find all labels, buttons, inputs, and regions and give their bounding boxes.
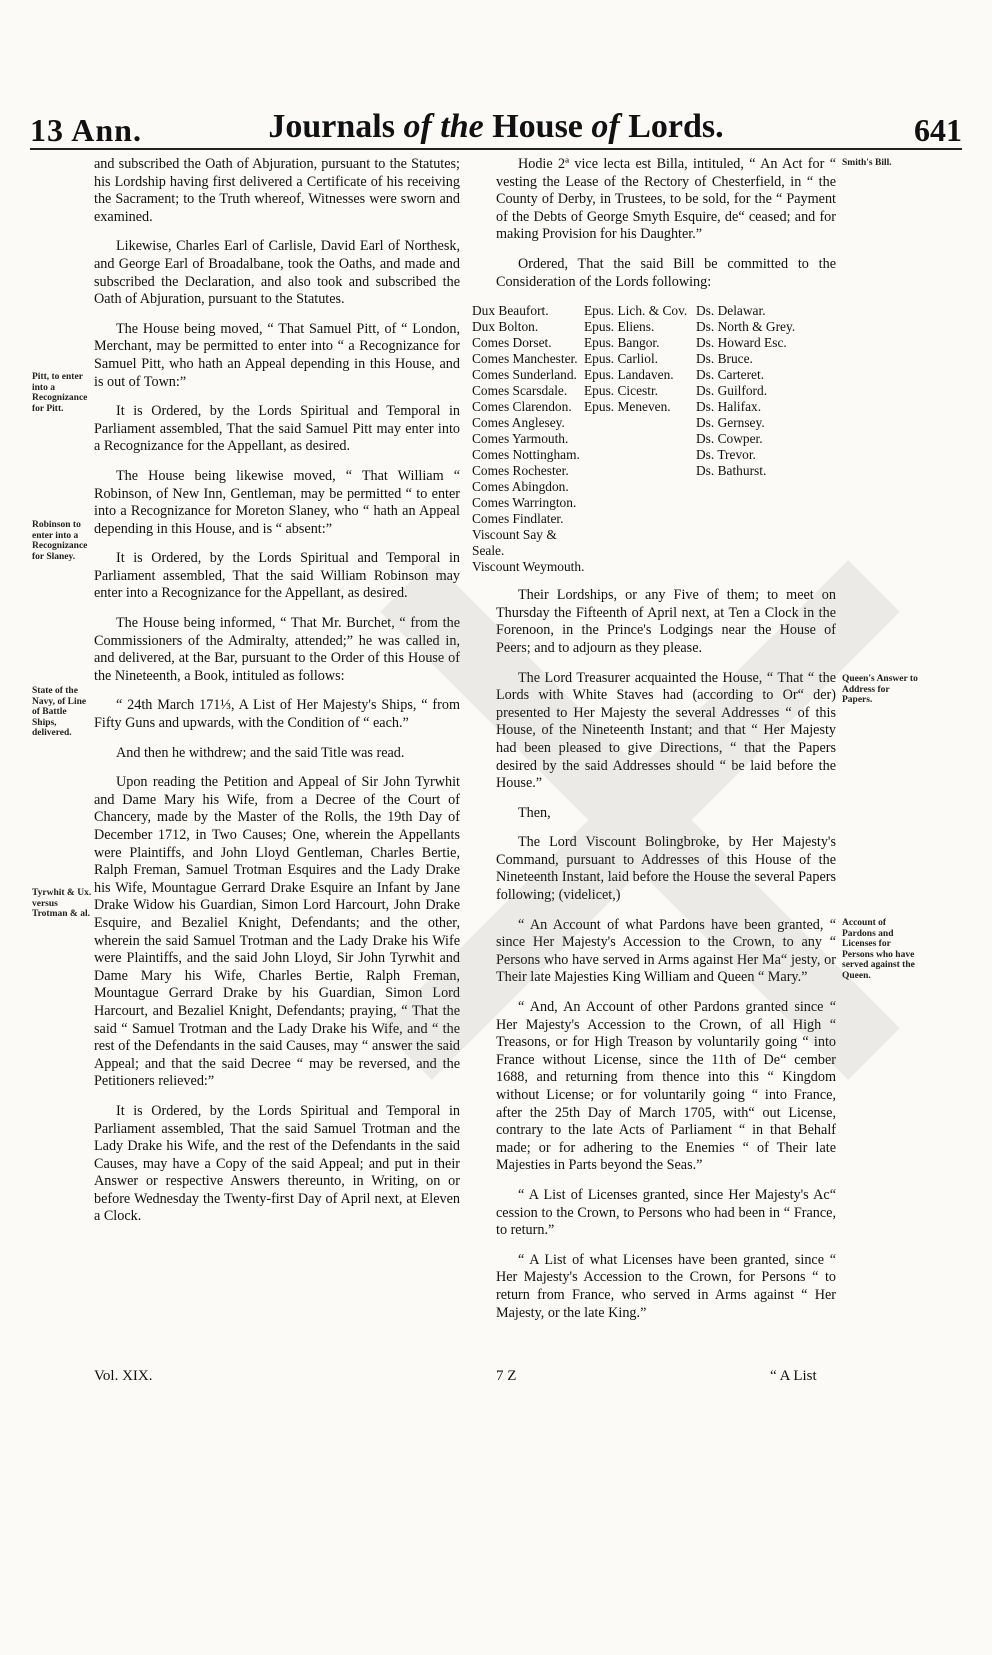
lord-name: Dux Bolton. — [472, 319, 539, 335]
lord-name: Comes Sunderland. — [472, 367, 577, 383]
margin-note-navy: State of the Navy, of Line of Battle Ships, delivered. — [32, 686, 87, 738]
paragraph: The House being informed, “ That Mr. Burchet, “ from the Commissioners of the Admiralty, attended;” he was called in, and delivered, at the Bar, pursuant to the Order of this House of the Nineteenth, a Book, intituled as follows: — [94, 615, 460, 684]
lord-name: Comes Scarsdale. — [472, 383, 568, 399]
lord-name: Epus. Eliens. — [584, 319, 655, 335]
lord-name: Comes Abingdon. — [472, 479, 569, 495]
lord-name: Ds. Bruce. — [696, 351, 753, 367]
paragraph: It is Ordered, by the Lords Spiritual and Temporal in Parliament assembled, That the said William Robinson may enter into a Recognizance for the Appellant, as desired. — [94, 550, 460, 602]
catchword: “ A List — [770, 1368, 817, 1384]
lord-name: Comes Anglesey. — [472, 415, 565, 431]
meeting-paragraph: Their Lordships, or any Five of them; to meet on Thursday the Fifteenth of April next, at Ten a Clock in the Forenoon, in the Prince's Lodgings near the House of Peers; and to adjourn as they please. — [496, 587, 836, 656]
lord-name: Viscount Say & — [472, 527, 557, 543]
lord-name: Ds. Bathurst. — [696, 463, 767, 479]
lord-name: Comes Warrington. — [472, 495, 577, 511]
page-number: 641 — [914, 112, 962, 148]
lord-name: Ds. Cowper. — [696, 431, 763, 447]
margin-note-tyrwhit: Tyrwhit & Ux. versus Trotman & al. — [32, 888, 92, 919]
lord-name: Epus. Bangor. — [584, 335, 660, 351]
paragraph: Likewise, Charles Earl of Carlisle, David Earl of Northesk, and George Earl of Broadalbane, took the Oaths, and made and subscribed the Declaration, and also took and subscribed the Oath of Abjuration, pursuant to the Statutes. — [94, 238, 460, 308]
lord-name: Dux Beaufort. — [472, 303, 549, 319]
margin-note-pitt: Pitt, to enter into a Recognizance for Pitt. — [32, 372, 88, 414]
lord-name: Ds. Trevor. — [696, 447, 756, 463]
margin-note-smith: Smith's Bill. — [842, 158, 892, 168]
lord-name: Epus. Lich. & Cov. — [584, 303, 688, 319]
running-header — [30, 108, 962, 150]
lord-name: Comes Rochester. — [472, 463, 569, 479]
lords-list-bishops — [584, 303, 696, 575]
bolingbroke-paragraph: The Lord Viscount Bolingbroke, by Her Majesty's Command, pursuant to Addresses of this House of the Nineteenth Instant, laid before the House the several Papers following; (videlicet,) — [496, 834, 836, 904]
then-paragraph: Then, — [518, 804, 551, 821]
margin-note-queen: Queen's Answer to Address for Papers. — [842, 674, 918, 705]
journal-title: Journals of the House of Lords. — [268, 108, 724, 145]
lord-name: Ds. Carteret. — [696, 367, 765, 383]
lord-name: Ds. Gernsey. — [696, 415, 765, 431]
lord-name: Ds. Howard Esc. — [696, 335, 787, 351]
paragraph: And then he withdrew; and the said Title was read. — [116, 744, 405, 761]
lord-name: Ds. Delawar. — [696, 303, 766, 319]
paragraph: The House being likewise moved, “ That William “ Robinson, of New Inn, Gentleman, may be permitted “ to enter into a Recognizance for Moreton Slaney, who “ hath an Appeal depending in this House, and is “ absent:” — [94, 467, 460, 537]
account-other-pardons: “ And, An Account of other Pardons granted since “ Her Majesty's Accession to the Crown, of all High “ Treasons, or for High Treason by voluntarily going “ into France without License, since the 11th of De“ cember 1688, and returning from thence into this “ Kingdom without License; or for voluntarily going “ into France, after the 25th Day of March 1705, with“ out License, contrary to the late Acts of Parliament “ in that Behalf made; or for adhering to the Enemies “ of Their late Majesties in Parts beyond the Seas.” — [496, 999, 836, 1174]
bill-reading: Hodie 2ª vice lecta est Billa, intituled, “ An Act for “ vesting the Lease of the Rectory of Chesterfield, in “ the County of Derby, in Trustees, to be sold, for the “ Payment of the Debts of George Smyth Esquire, de“ ceased; and for making Provision for his Daughter.” — [496, 156, 836, 243]
paragraph: Upon reading the Petition and Appeal of Sir John Tyrwhit and Dame Mary his Wife, from a Decree of the Court of Chancery, made by the Master of the Rolls, the 19th Day of December 1712, in Two Causes; One, wherein the Appellants were Plaintiffs, and John Lloyd Gentleman, Charles Bertie, Ralph Freman, Samuel Trotman Esquires and the Lady Drake his Wife, Mountague Gerrard Drake Esquire an Infant by Jane Drake Widow his Guardian, Simon Lord Harcourt, John Drake Esquire, and Bezaliel Knight, Defendants; and the other, wherein the said Samuel Trotman and the Lady Drake his Wife were Plaintiffs, and the said John Lloyd, Sir John Tyrwhit and Dame Mary his Wife, Charles Bertie, Ralph Freman, Mountague Gerrard Drake by his Guardian, Simon Lord Harcourt, and Bezaliel Knight, Defendants; praying, “ That the said “ Samuel Trotman and the Lady Drake his Wife, and “ the rest of the Defendants in the said Causes, may “ answer the said Appeal; and that the said Decree “ may be reversed, and the Petitioners relieved:” — [94, 774, 460, 1090]
volume-number: Vol. XIX. — [94, 1368, 153, 1384]
lord-name: Comes Dorset. — [472, 335, 552, 351]
treasurer-paragraph: The Lord Treasurer acquainted the House, “ That “ the Lords with White Staves had (according to Or“ der) presented to Her Majesty the several Addresses “ of this House, of the Nineteenth Instant; and that “ Her Majesty had been pleased to give Directions, “ that the Papers desired by the said Addresses should “ be laid before the House.” — [496, 669, 836, 792]
committal-order: Ordered, That the said Bill be committed to the Consideration of the Lords following: — [496, 255, 836, 290]
left-column — [94, 156, 460, 1238]
paragraph: It is Ordered, by the Lords Spiritual and Temporal in Parliament assembled, That the said Samuel Trotman and the Lady Drake his Wife, and the rest of the Defendants in the said Causes, may have a Copy of the said Appeal; and put in their Answer or respective Answers thereunto, in Writing, on or before Wednesday the Twenty-first Day of April next, at Eleven a Clock. — [94, 1102, 460, 1225]
margin-note-pardons: Account of Pardons and Licenses for Persons who have served against the Queen. — [842, 918, 915, 981]
lord-name: Epus. Landaven. — [584, 367, 674, 383]
paragraph: The House being moved, “ That Samuel Pitt, of “ London, Merchant, may be permitted to enter into “ a Recognizance for Samuel Pitt, who hath an Appeal depending in this House, and is out of Town:” — [94, 320, 460, 390]
lord-name: Epus. Cicestr. — [584, 383, 659, 399]
lords-list-temporal — [472, 303, 584, 575]
lords-list-barons — [696, 303, 814, 575]
lord-name: Ds. North & Grey. — [696, 319, 796, 335]
lord-name: Epus. Carliol. — [584, 351, 659, 367]
lord-name: Comes Clarendon. — [472, 399, 572, 415]
right-column — [472, 156, 836, 1334]
paragraph: It is Ordered, by the Lords Spiritual and Temporal in Parliament assembled, That the said Samuel Pitt may enter into a Recognizance for the Appellant, as desired. — [94, 403, 460, 455]
lords-list — [472, 303, 836, 575]
lord-name: Seale. — [472, 543, 505, 559]
lord-name: Viscount Weymouth. — [472, 559, 585, 575]
lord-name: Ds. Halifax. — [696, 399, 762, 415]
list-licenses-served: “ A List of what Licenses have been granted, since “ Her Majesty's Accession to the Crown, for Persons “ to return from France, who served in Arms against “ Her Majesty, or the late King.” — [496, 1251, 836, 1321]
lord-name: Comes Manchester. — [472, 351, 578, 367]
margin-note-robinson: Robinson to enter into a Recognizance for Slaney. — [32, 520, 88, 562]
account-pardons: “ An Account of what Pardons have been granted, “ since Her Majesty's Accession to the Crown, to any “ Persons who have served in Arms against Her Ma“ jesty, or Their late Majesties King William and Queen “ Mary.” — [496, 916, 836, 986]
list-licenses: “ A List of Licenses granted, since Her Majesty's Ac“ cession to the Crown, to Persons who had been in “ France, to return.” — [496, 1186, 836, 1239]
lord-name: Ds. Guilford. — [696, 383, 768, 399]
signature-mark: 7 Z — [496, 1368, 517, 1384]
paragraph: “ 24th March 171⅓, A List of Her Majesty's Ships, “ from Fifty Guns and upwards, with the Condition of “ each.” — [94, 697, 460, 732]
paragraph: and subscribed the Oath of Abjuration, pursuant to the Statutes; his Lordship having first delivered a Certificate of his receiving the Sacrament; to the Truth whereof, Witnesses were sworn and examined. — [94, 156, 460, 225]
lord-name: Epus. Meneven. — [584, 399, 671, 415]
lord-name: Comes Nottingham. — [472, 447, 580, 463]
regnal-year: 13 Ann. — [30, 112, 142, 148]
lord-name: Comes Findlater. — [472, 511, 564, 527]
lord-name: Comes Yarmouth. — [472, 431, 569, 447]
